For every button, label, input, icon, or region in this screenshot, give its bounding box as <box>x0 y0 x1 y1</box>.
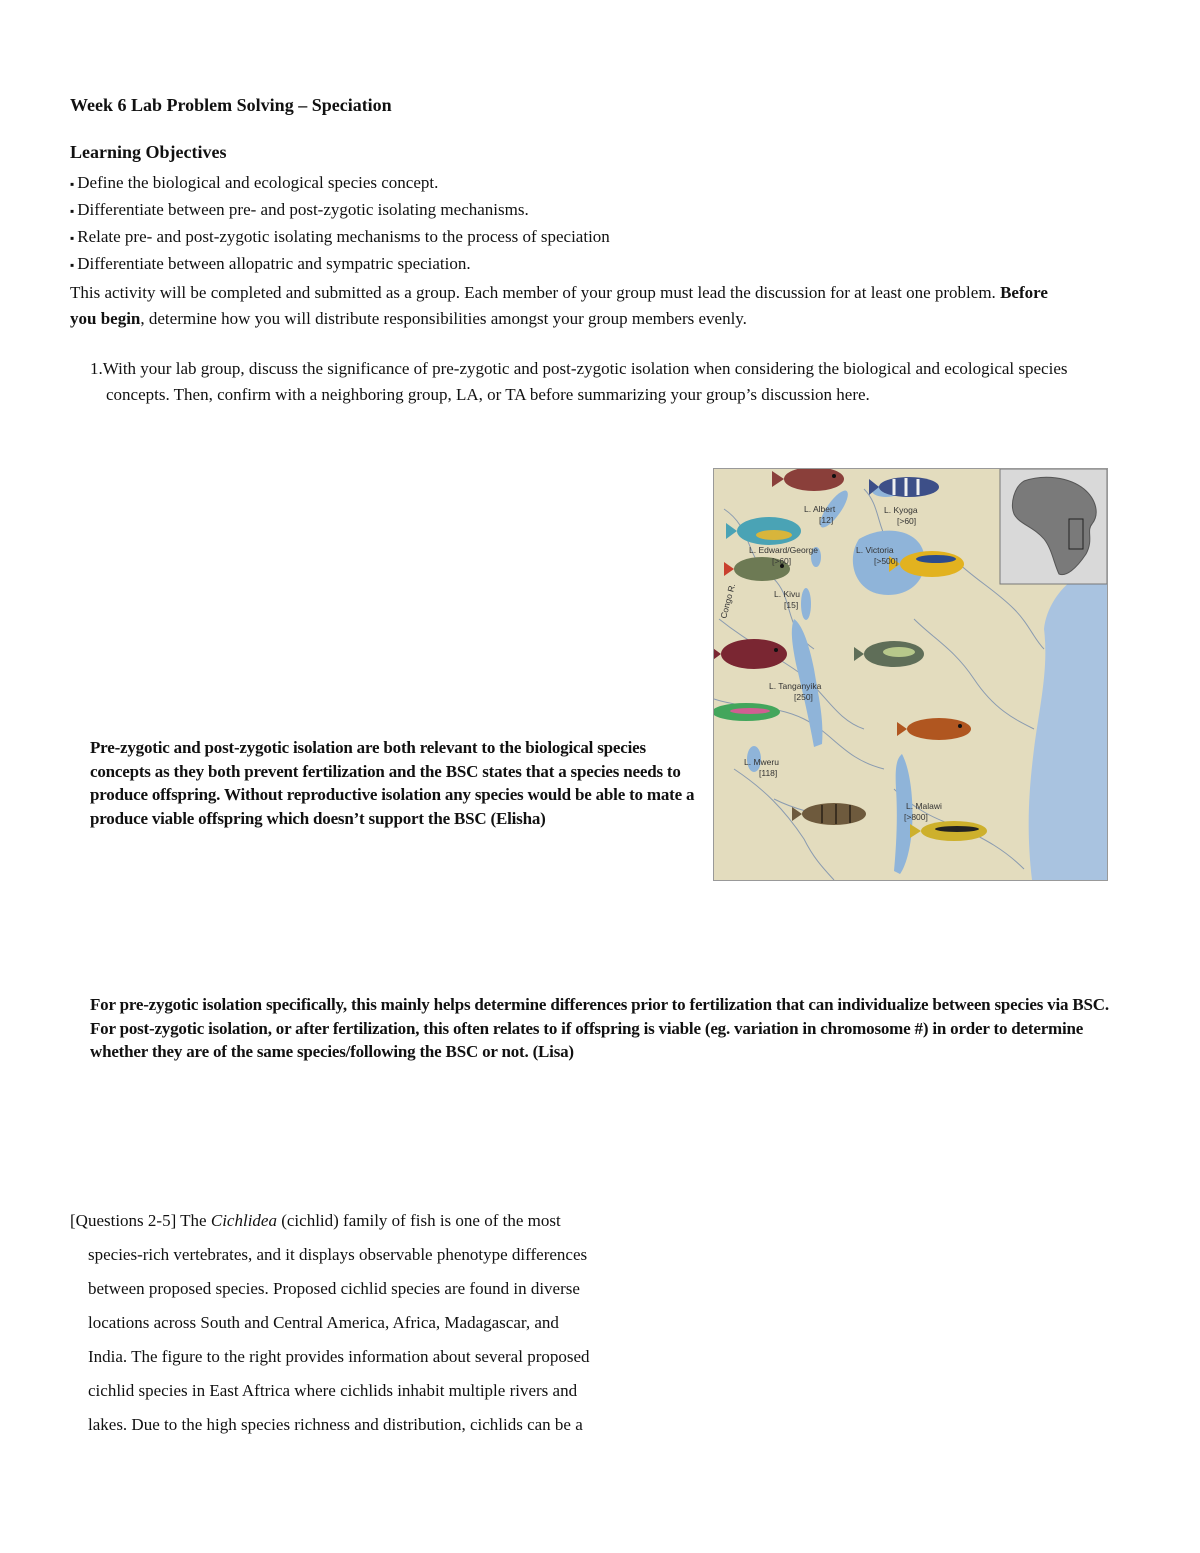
objective-item: ▪ Define the biological and ecological species concept. <box>70 170 610 197</box>
questions-2-5-line: lakes. Due to the high species richness and distribution, cichlids can be a <box>88 1415 583 1434</box>
inset-map <box>1000 469 1107 584</box>
label-lake-malawi-count: [>800] <box>904 812 928 822</box>
map-svg <box>714 469 1107 880</box>
intro-paragraph <box>70 280 1070 332</box>
questions-2-5-line1-rest: (cichlid) family of fish is one of the most <box>276 1211 561 1230</box>
label-lake-mweru: L. Mweru <box>744 757 779 767</box>
objective-item: ▪ Differentiate between pre- and post-zygotic isolating mechanisms. <box>70 197 610 224</box>
label-lake-victoria: L. Victoria <box>856 545 894 555</box>
question-1 <box>90 356 1126 408</box>
lake-kivu-shape <box>801 588 811 620</box>
page-title: Week 6 Lab Problem Solving – Speciation <box>70 95 392 115</box>
cichlidea-italic: Cichlidea <box>210 1211 277 1230</box>
label-lake-kyoga-count: [>60] <box>897 516 917 526</box>
label-congo-river: Congo R. <box>718 582 738 620</box>
intro-bold: Before you begin <box>70 283 1048 328</box>
objective-item: ▪ Differentiate between allopatric and sympatric speciation. <box>70 251 610 278</box>
questions-2-5-line <box>70 1204 690 1238</box>
questions-2-5-line: locations across South and Central America, Africa, Madagascar, and <box>88 1313 559 1332</box>
label-lake-victoria-count: [>500] <box>874 556 898 566</box>
label-lake-edward: L. Edward/George <box>749 545 818 555</box>
objectives-heading: Learning Objectives <box>70 142 227 162</box>
questions-2-5-line: species-rich vertebrates, and it displays observable phenotype differences <box>88 1245 588 1264</box>
fish-icon <box>714 703 780 721</box>
label-lake-malawi: L. Malawi <box>906 801 942 811</box>
label-lake-tanganyika-count: [250] <box>794 692 813 702</box>
label-lake-albert-count: [12] <box>819 515 834 525</box>
label-lake-kivu: L. Kivu <box>774 589 800 599</box>
answer-1-lisa: For pre-zygotic isolation specifically, this mainly helps determine differences prior to fertilization that can individualize between species via BSC. For post-zygotic isolation, or after fertilization, this often relates to if offspring is viable (eg. variation in chromosome #) in order to determine whether they are of the same species/following the BSC or not. (Lisa) <box>90 995 1109 1061</box>
questions-2-5-line: cichlid species in East Aftrica where cichlids inhabit multiple rivers and <box>88 1381 578 1400</box>
questions-2-5-intro <box>70 1204 690 1442</box>
label-lake-tanganyika: L. Tanganyika <box>769 681 822 691</box>
intro-text-2: , determine how you will distribute responsibilities amongst your group members evenly. <box>140 309 747 328</box>
questions-2-5-lead: [Questions 2-5] The <box>70 1211 211 1230</box>
label-lake-kivu-count: [15] <box>784 600 799 610</box>
label-lake-albert: L. Albert <box>804 504 836 514</box>
answer-1-elisha: Pre-zygotic and post-zygotic isolation are both relevant to the biological species concepts as they both prevent fertilization and the BSC states that a species needs to produce offspring. Without reproductive isolation any species would be able to mate a produce viable offspring which doesn’t support the BSC (Elisha) <box>90 738 695 828</box>
question-1-text: With your lab group, discuss the significance of pre-zygotic and post-zygotic isolation when considering the biological and ecological species concepts. Then, confirm with a neighboring group, LA, or TA before summarizing your group’s discussion here. <box>102 359 1068 404</box>
objectives-list <box>70 170 610 278</box>
questions-2-5-line: India. The figure to the right provides information about several proposed <box>88 1347 590 1366</box>
label-lake-mweru-count: [118] <box>759 768 778 778</box>
label-lake-kyoga: L. Kyoga <box>884 505 918 515</box>
intro-text-1: This activity will be completed and submitted as a group. Each member of your group must lead the discussion for at least one problem. <box>70 283 1001 302</box>
cichlid-map-figure <box>713 468 1108 881</box>
objective-item: ▪ Relate pre- and post-zygotic isolating mechanisms to the process of speciation <box>70 224 610 251</box>
label-lake-edward-count: [>60] <box>772 556 792 566</box>
questions-2-5-line: between proposed species. Proposed cichlid species are found in diverse <box>88 1279 580 1298</box>
question-1-number: 1. <box>90 359 103 378</box>
